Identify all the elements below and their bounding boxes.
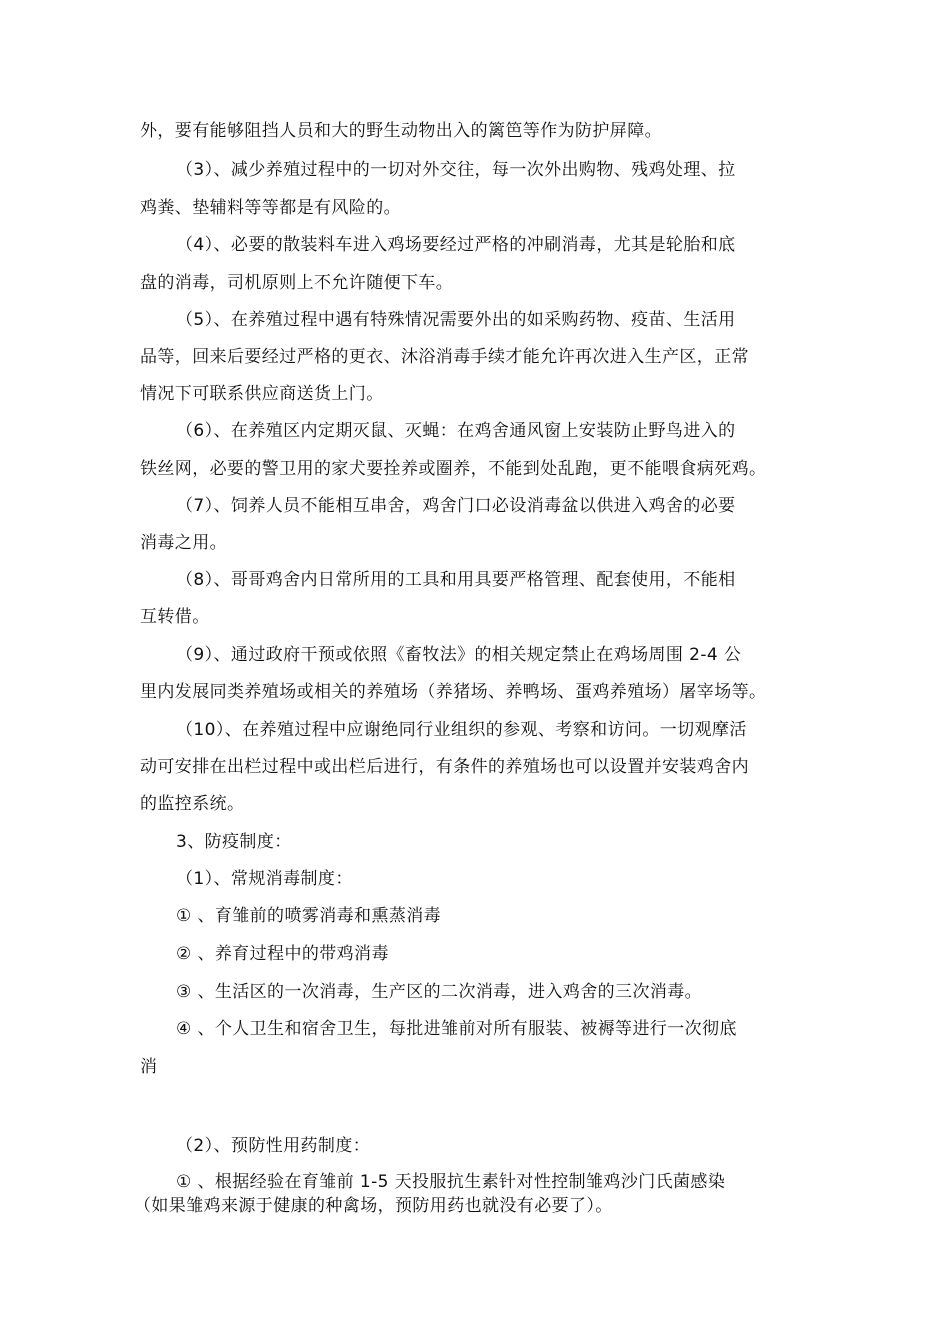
- text-line: （9）、通过政府干预或依照《畜牧法》的相关规定禁止在鸡场周围 2-4 公: [176, 645, 742, 665]
- text-line: （10）、在养殖过程中应谢绝同行业组织的参观、考察和访问。一切观摩活: [176, 720, 747, 740]
- text-line: 3、防疫制度：: [176, 832, 292, 852]
- text-line: （1）、常规消毒制度：: [176, 869, 353, 889]
- text-line: ③ 、生活区的一次消毒，生产区的二次消毒，进入鸡舍的三次消毒。: [176, 982, 703, 1002]
- text-line: 消: [140, 1057, 158, 1077]
- text-line: ② 、养育过程中的带鸡消毒: [176, 944, 389, 964]
- text-line: （5）、在养殖过程中遇有特殊情况需要外出的如采购药物、疫苗、生活用: [176, 310, 736, 330]
- text-line: 里内发展同类养殖场或相关的养殖场（养猪场、养鸭场、蛋鸡养殖场）屠宰场等。: [140, 682, 767, 702]
- text-line: 动可安排在出栏过程中或出栏后进行，有条件的养殖场也可以设置并安装鸡舍内: [140, 757, 749, 777]
- text-line: 消毒之用。: [140, 533, 227, 553]
- text-line: ① 、根据经验在育雏前 1-5 天投服抗生素针对性控制雏鸡沙门氏菌感染: [176, 1172, 726, 1192]
- text-line: 盘的消毒，司机原则上不允许随便下车。: [140, 273, 454, 293]
- text-line: （如果雏鸡来源于健康的种禽场，预防用药也就没有必要了）。: [134, 1196, 613, 1216]
- text-line: 情况下可联系供应商送货上门。: [140, 384, 384, 404]
- text-line: （4）、必要的散装料车进入鸡场要经过严格的冲刷消毒，尤其是轮胎和底: [176, 235, 736, 255]
- text-line: 外，要有能够阻挡人员和大的野生动物出入的篱笆等作为防护屏障。: [140, 121, 662, 141]
- text-line: 铁丝网，必要的警卫用的家犬要拴养或圈养，不能到处乱跑，更不能喂食病死鸡。: [140, 459, 767, 479]
- text-line: （2）、预防性用药制度：: [176, 1136, 371, 1156]
- text-line: （8）、哥哥鸡舍内日常所用的工具和用具要严格管理、配套使用，不能相: [176, 570, 736, 590]
- text-line: ④ 、个人卫生和宿舍卫生，每批进雏前对所有服装、被褥等进行一次彻底: [176, 1019, 737, 1039]
- text-line: （3）、减少养殖过程中的一切对外交往，每一次外出购物、残鸡处理、拉: [176, 160, 736, 180]
- text-line: 互转借。: [140, 607, 210, 627]
- text-line: ① 、育雏前的喷雾消毒和熏蒸消毒: [176, 906, 442, 926]
- text-line: 鸡粪、垫辅料等等都是有风险的。: [140, 198, 401, 218]
- text-line: （6）、在养殖区内定期灭鼠、灭蝇：在鸡舍通风窗上安装防止野鸟进入的: [176, 421, 736, 441]
- text-line: （7）、饲养人员不能相互串舍，鸡舍门口必设消毒盆以供进入鸡舍的必要: [176, 496, 736, 516]
- text-line: 品等，回来后要经过严格的更衣、沐浴消毒手续才能允许再次进入生产区，正常: [140, 347, 749, 367]
- text-line: 的监控系统。: [140, 794, 245, 814]
